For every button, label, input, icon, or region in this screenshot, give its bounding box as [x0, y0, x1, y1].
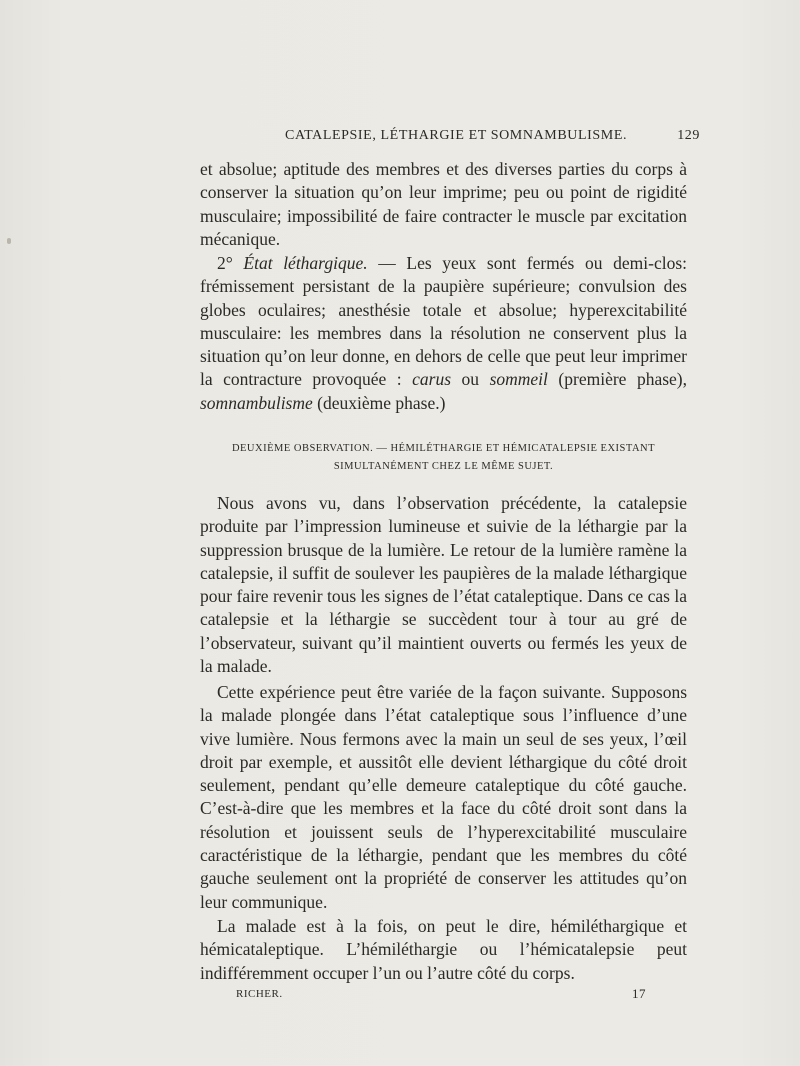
paragraph-text: (première phase), — [547, 369, 688, 390]
signature-mark: RICHER. — [236, 988, 283, 1000]
paragraph — [200, 915, 687, 985]
italic-term: somnambulisme — [200, 392, 313, 413]
item-label: État léthargique. — [243, 253, 368, 273]
sheet-number: 17 — [632, 986, 646, 1001]
paragraph-text: Nous avons vu, dans l’observation précédente, la catalepsie produite par l’impression lumineuse et suivie de la léthargie par la suppression brusque de la lumière. Le retour de la lumière ramène la catalepsie, il suffit de soulever les paupières de la malade léthargique pour faire revenir tous les signes de l’état cataleptique. Dans ce cas la catalepsie et la léthargie se succèdent tour à tour au gré de l’observateur, suivant qu’il maintient ouverts ou fermés les yeux de la malade. — [200, 493, 687, 677]
margin-speck — [7, 238, 11, 244]
page-number: 129 — [677, 128, 700, 143]
paragraph-text: La malade est à la fois, on peut le dire, hémiléthargique et hémicataleptique. L’hémiléthargie ou l’hémicatalepsie peut indifféremment occuper l’un ou l’autre côté du corps. — [200, 916, 687, 983]
paragraph-continuation — [200, 158, 687, 251]
item-number: 2° — [217, 253, 233, 273]
paragraph-text: (deuxième phase.) — [312, 392, 446, 413]
paragraph-lethargic-state — [200, 252, 687, 415]
observation-heading-line: SIMULTANÉMENT CHEZ LE MÊME SUJET. — [333, 461, 554, 472]
paragraph — [200, 681, 687, 914]
paragraph-text: ou — [451, 369, 490, 390]
observation-heading — [200, 440, 687, 476]
paragraph — [200, 492, 687, 678]
italic-term: sommeil — [489, 369, 548, 390]
paragraph-text: et absolue; aptitude des membres et des diverses parties du corps à conserver la situation qu’on leur imprime; peu ou point de rigidité musculaire; impossibilité de faire contracter le muscle par excitation mécanique. — [200, 159, 687, 249]
running-title: CATALEPSIE, LÉTHARGIE ET SOMNAMBULISME. — [285, 128, 628, 143]
paragraph-text: — Les yeux sont fermés ou demi-clos: frémissement persistant de la paupière supérieure; convulsion des globes oculaires; anesthésie totale et absolue; hyperexcitabilité musculaire: les membres dans la résolution ne conservent plus la situation qu’on leur donne, en dehors de celle que peut leur imprimer la contracture provoquée : — [200, 253, 687, 390]
paragraph-text: Cette expérience peut être variée de la façon suivante. Supposons la malade plongée dans l’état cataleptique sous l’influence d’une vive lumière. Nous fermons avec la main un seul de ses yeux, l’œil droit par exemple, et aussitôt elle devient léthargique du côté droit seulement, pendant qu’elle demeure cataleptique du côté gauche. C’est-à-dire que les membres et la face du côté droit sont dans la résolution et jouissent seuls de l’hyperexcitabilité musculaire caractéristique de la léthargie, pendant que les membres du côté gauche seulement ont la propriété de conserver les attitudes qu’on leur communique. — [200, 682, 687, 912]
observation-heading-line: DEUXIÈME OBSERVATION. — HÉMILÉTHARGIE ET HÉMICATALEPSIE EXISTANT — [231, 443, 656, 454]
italic-term: carus — [412, 369, 452, 390]
